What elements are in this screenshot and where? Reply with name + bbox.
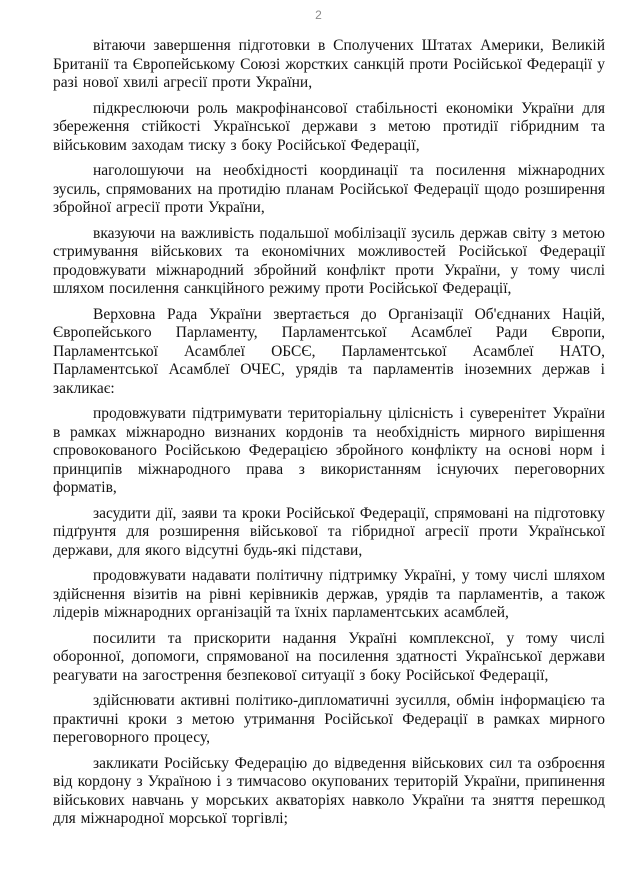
paragraph: посилити та прискорити надання Україні комплексної, у тому числі оборонної, допомоги, спрямованої на посилення здатності Української держави реагувати на загострення безпекової ситуації з боку Російської Федерації,: [53, 629, 605, 684]
paragraph: продовжувати підтримувати територіальну цілісність і суверенітет України в рамках міжнародно визнаних кордонів та необхідність мирного вирішення спровокованого Російською Федерацією збройного конфлікту на основі норм і принципів міжнародного права з використанням існуючих переговорних форматів,: [53, 405, 605, 496]
paragraph: вітаючи завершення підготовки в Сполучених Штатах Америки, Великій Британії та Європейському Союзі жорстких санкцій проти Російської Федерації у разі нової хвилі агресії проти України,: [53, 37, 605, 91]
paragraph: закликати Російську Федерацію до відведення військових сил та озброєння від кордону з Україною і з тимчасово окупованих територій України, припинення військових навчань у морських акваторіях навколо України та зняття перешкод для міжнародної морської торгівлі;: [53, 754, 605, 827]
paragraph: наголошуючи на необхідності координації та посилення міжнародних зусиль, спрямованих на протидію планам Російської Федерації щодо розширення збройної агресії проти України,: [53, 162, 605, 216]
paragraph: засудити дії, заяви та кроки Російської Федерації, спрямовані на підготовку підґрунтя для розширення військової та гібридної агресії проти Української держави, для якого відсутні будь-які підстави,: [53, 504, 605, 559]
paragraph: продовжувати надавати політичну підтримку Україні, у тому числі шляхом здійснення візитів на рівні керівників держав, урядів та парламентів, а також лідерів міжнародних організацій та їхніх парламентських асамблей,: [53, 567, 605, 621]
paragraph: підкреслюючи роль макрофінансової стабільності економіки України для збереження стійкості Української держави з метою протидії гібридним та військовим заходам тиску з боку Російської Федерації,: [53, 99, 605, 154]
document-body: [53, 37, 605, 829]
page-number: 2: [315, 8, 322, 22]
paragraph: вказуючи на важливість подальшої мобілізації зусиль держав світу з метою стримування військових та економічних можливостей Російської Федерації продовжувати міжнародний збройний конфлікт проти України, у тому числі шляхом посилення санкційного режиму проти Російської Федерації,: [53, 224, 605, 297]
paragraph: здійснювати активні політико-дипломатичні зусилля, обмін інформацією та практичні кроки з метою утримання Російської Федерації в рамках мирного переговорного процесу,: [53, 692, 605, 746]
paragraph: Верховна Рада України звертається до Організації Об'єднаних Націй, Європейського Парламенту, Парламентської Асамблеї Ради Європи, Парламентської Асамблеї ОБСЄ, Парламентської Асамблеї НАТО, Парламентської Асамблеї ОЧЕС, урядів та парламентів іноземних держав і закликає:: [53, 305, 605, 397]
